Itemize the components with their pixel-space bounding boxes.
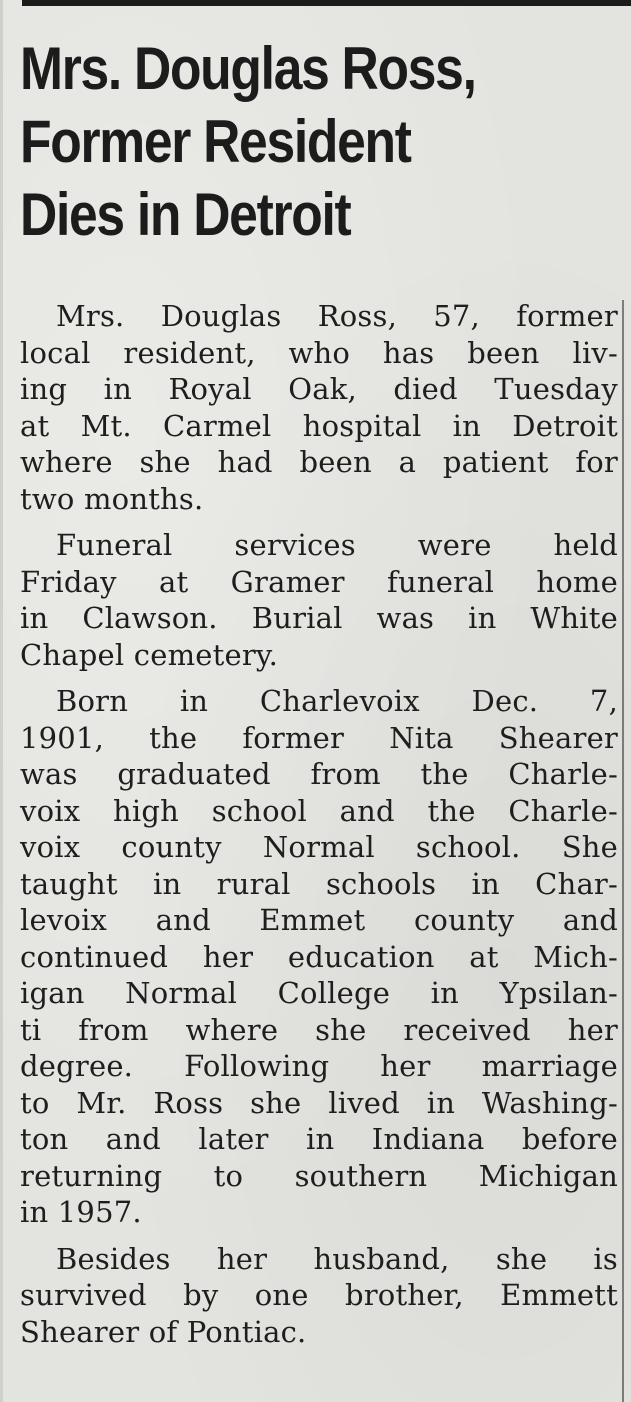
- text-line: was graduated from the Charle-: [20, 757, 618, 791]
- top-column-rule: [22, 0, 631, 6]
- text-line: igan Normal College in Ypsilan-: [20, 976, 618, 1010]
- text-line: ti from where she received her: [20, 1012, 618, 1047]
- headline: [20, 32, 519, 251]
- article-body: [20, 298, 618, 1360]
- text-line: ton and later in Indiana before: [20, 1122, 618, 1156]
- text-line: ing in Royal Oak, died Tuesday: [20, 372, 618, 406]
- paragraph-biography: [20, 683, 618, 1231]
- text-line: voix high school and the Charle-: [20, 793, 618, 828]
- text-line: degree. Following her marriage: [20, 1049, 618, 1083]
- clipping-left-edge: [0, 0, 3, 1402]
- text-line: two months.: [20, 481, 204, 516]
- paragraph-survivors: [20, 1241, 618, 1351]
- paragraph-funeral: [20, 527, 618, 673]
- headline-line: Dies in Detroit: [20, 181, 351, 248]
- text-line: voix county Normal school. She: [20, 830, 618, 864]
- text-line: local resident, who has been liv-: [20, 335, 618, 370]
- text-line: Friday at Gramer funeral home: [20, 564, 618, 599]
- text-line: Shearer of Pontiac.: [20, 1314, 307, 1349]
- text-line: in Clawson. Burial was in White: [20, 601, 618, 635]
- text-line: to Mr. Ross she lived in Washing-: [20, 1085, 618, 1120]
- text-line: Besides her husband, she is: [56, 1241, 618, 1276]
- text-line: 1901, the former Nita Shearer: [20, 720, 618, 755]
- paragraph-death-notice: [20, 298, 618, 517]
- text-line: Chapel cemetery.: [20, 637, 279, 672]
- text-line: survived by one brother, Emmett: [20, 1278, 618, 1312]
- text-line: Mrs. Douglas Ross, 57, former: [56, 299, 618, 333]
- text-line: where she had been a patient for: [20, 445, 618, 479]
- text-line: Funeral services were held: [56, 528, 618, 562]
- text-line: Born in Charlevoix Dec. 7,: [56, 684, 618, 718]
- text-line: taught in rural schools in Char-: [20, 866, 618, 901]
- right-column-rule: [622, 300, 624, 1402]
- headline-line: Mrs. Douglas Ross,: [20, 35, 476, 102]
- text-line: continued her education at Mich-: [20, 939, 618, 974]
- headline-line: Former Resident: [20, 108, 411, 175]
- text-line: levoix and Emmet county and: [20, 903, 618, 937]
- text-line: returning to southern Michigan: [20, 1158, 618, 1193]
- text-line: at Mt. Carmel hospital in Detroit: [20, 408, 618, 443]
- text-line: in 1957.: [20, 1195, 142, 1229]
